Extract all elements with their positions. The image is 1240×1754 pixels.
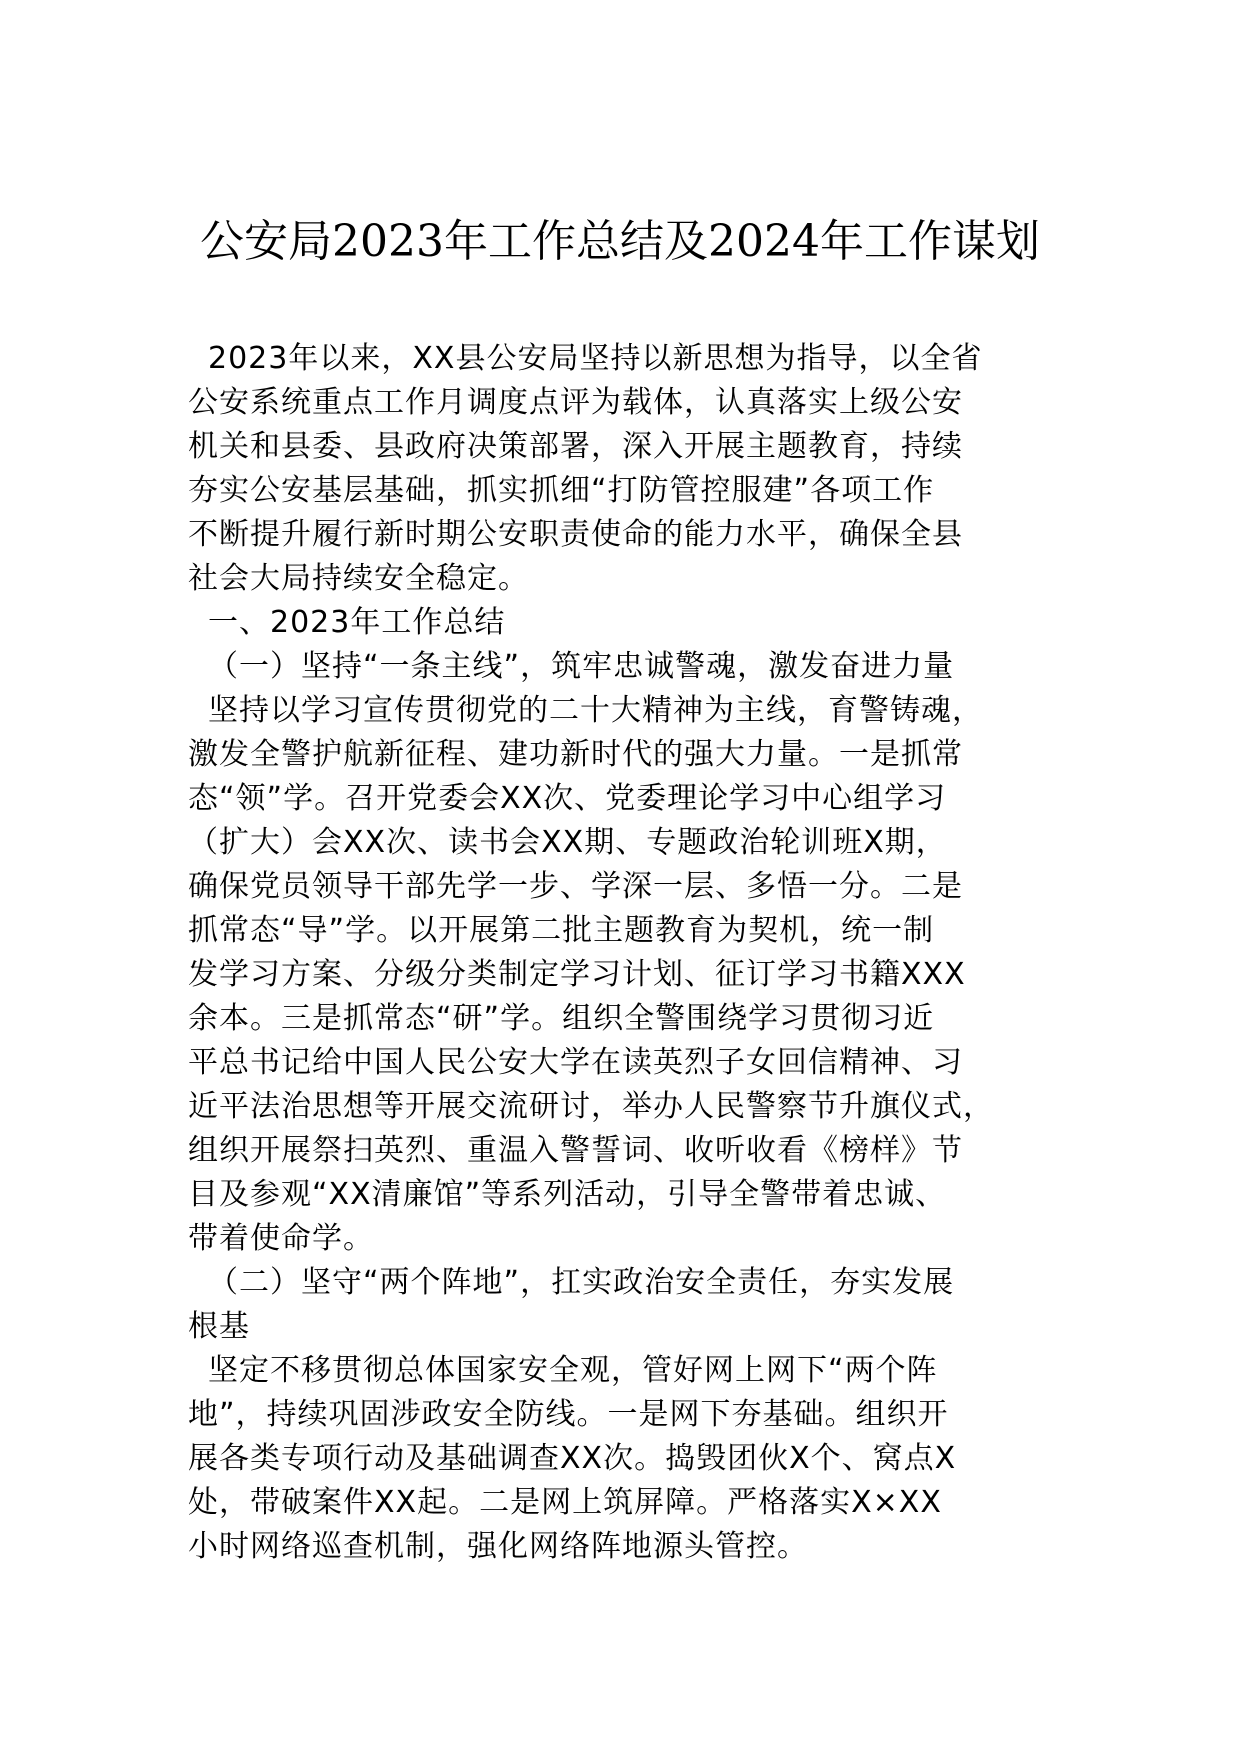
text-line: 态“领”学。召开党委会XX次、党委理论学习中心组学习 [188, 781, 947, 816]
text-line: 一、2023年工作总结 [208, 605, 506, 640]
text-line: 发学习方案、分级分类制定学习计划、征订学习书籍XXX [188, 957, 966, 992]
text-line: 坚持以学习宣传贯彻党的二十大精神为主线，育警铸魂， [208, 693, 983, 728]
text-line: 坚定不移贯彻总体国家安全观，管好网上网下“两个阵 [208, 1353, 938, 1388]
text-line: 处，带破案件XX起。二是网上筑屏障。严格落实X×XX [188, 1485, 942, 1520]
text-line: 小时网络巡查机制，强化网络阵地源头管控。 [188, 1529, 808, 1564]
text-line: （一）坚持“一条主线”，筑牢忠诚警魂，激发奋进力量 [208, 649, 955, 684]
text-line: 抓常态“导”学。以开展第二批主题教育为契机，统一制 [188, 913, 935, 948]
text-line: 余本。三是抓常态“研”学。组织全警围绕学习贯彻习近 [188, 1001, 935, 1036]
text-line: 展各类专项行动及基础调查XX次。捣毁团伙X个、窝点X [188, 1441, 957, 1476]
text-line: 确保党员领导干部先学一步、学深一层、多悟一分。二是 [188, 869, 963, 904]
text-line: 近平法治思想等开展交流研讨，举办人民警察节升旗仪式， [188, 1089, 994, 1124]
text-line: 社会大局持续安全稳定。 [188, 561, 529, 596]
text-line: （二）坚守“两个阵地”，扛实政治安全责任，夯实发展 [208, 1265, 955, 1300]
text-line: 激发全警护航新征程、建功新时代的强大力量。一是抓常 [188, 737, 963, 772]
text-line: 地”，持续巩固涉政安全防线。一是网下夯基础。组织开 [188, 1397, 949, 1432]
document-title: 公安局2023年工作总结及2024年工作谋划 [200, 216, 1040, 267]
text-line: （扩大）会XX次、读书会XX期、专题政治轮训班X期， [188, 825, 947, 860]
text-line: 公安系统重点工作月调度点评为载体，认真落实上级公安 [188, 385, 963, 420]
text-line: 目及参观“XX清廉馆”等系列活动，引导全警带着忠诚、 [188, 1177, 947, 1212]
text-line: 不断提升履行新时期公安职责使命的能力水平，确保全县 [188, 517, 963, 552]
text-line: 带着使命学。 [188, 1221, 374, 1256]
text-line: 根基 [188, 1309, 250, 1344]
document-body [188, 337, 1058, 1569]
text-line: 机关和县委、县政府决策部署，深入开展主题教育，持续 [188, 429, 963, 464]
text-line: 组织开展祭扫英烈、重温入警誓词、收听收看《榜样》节 [188, 1133, 963, 1168]
text-line: 平总书记给中国人民公安大学在读英烈子女回信精神、习 [188, 1045, 963, 1080]
text-line: 夯实公安基层基础，抓实抓细“打防管控服建”各项工作 [188, 473, 935, 508]
text-line: 2023年以来，XX县公安局坚持以新思想为指导，以全省 [208, 341, 983, 376]
